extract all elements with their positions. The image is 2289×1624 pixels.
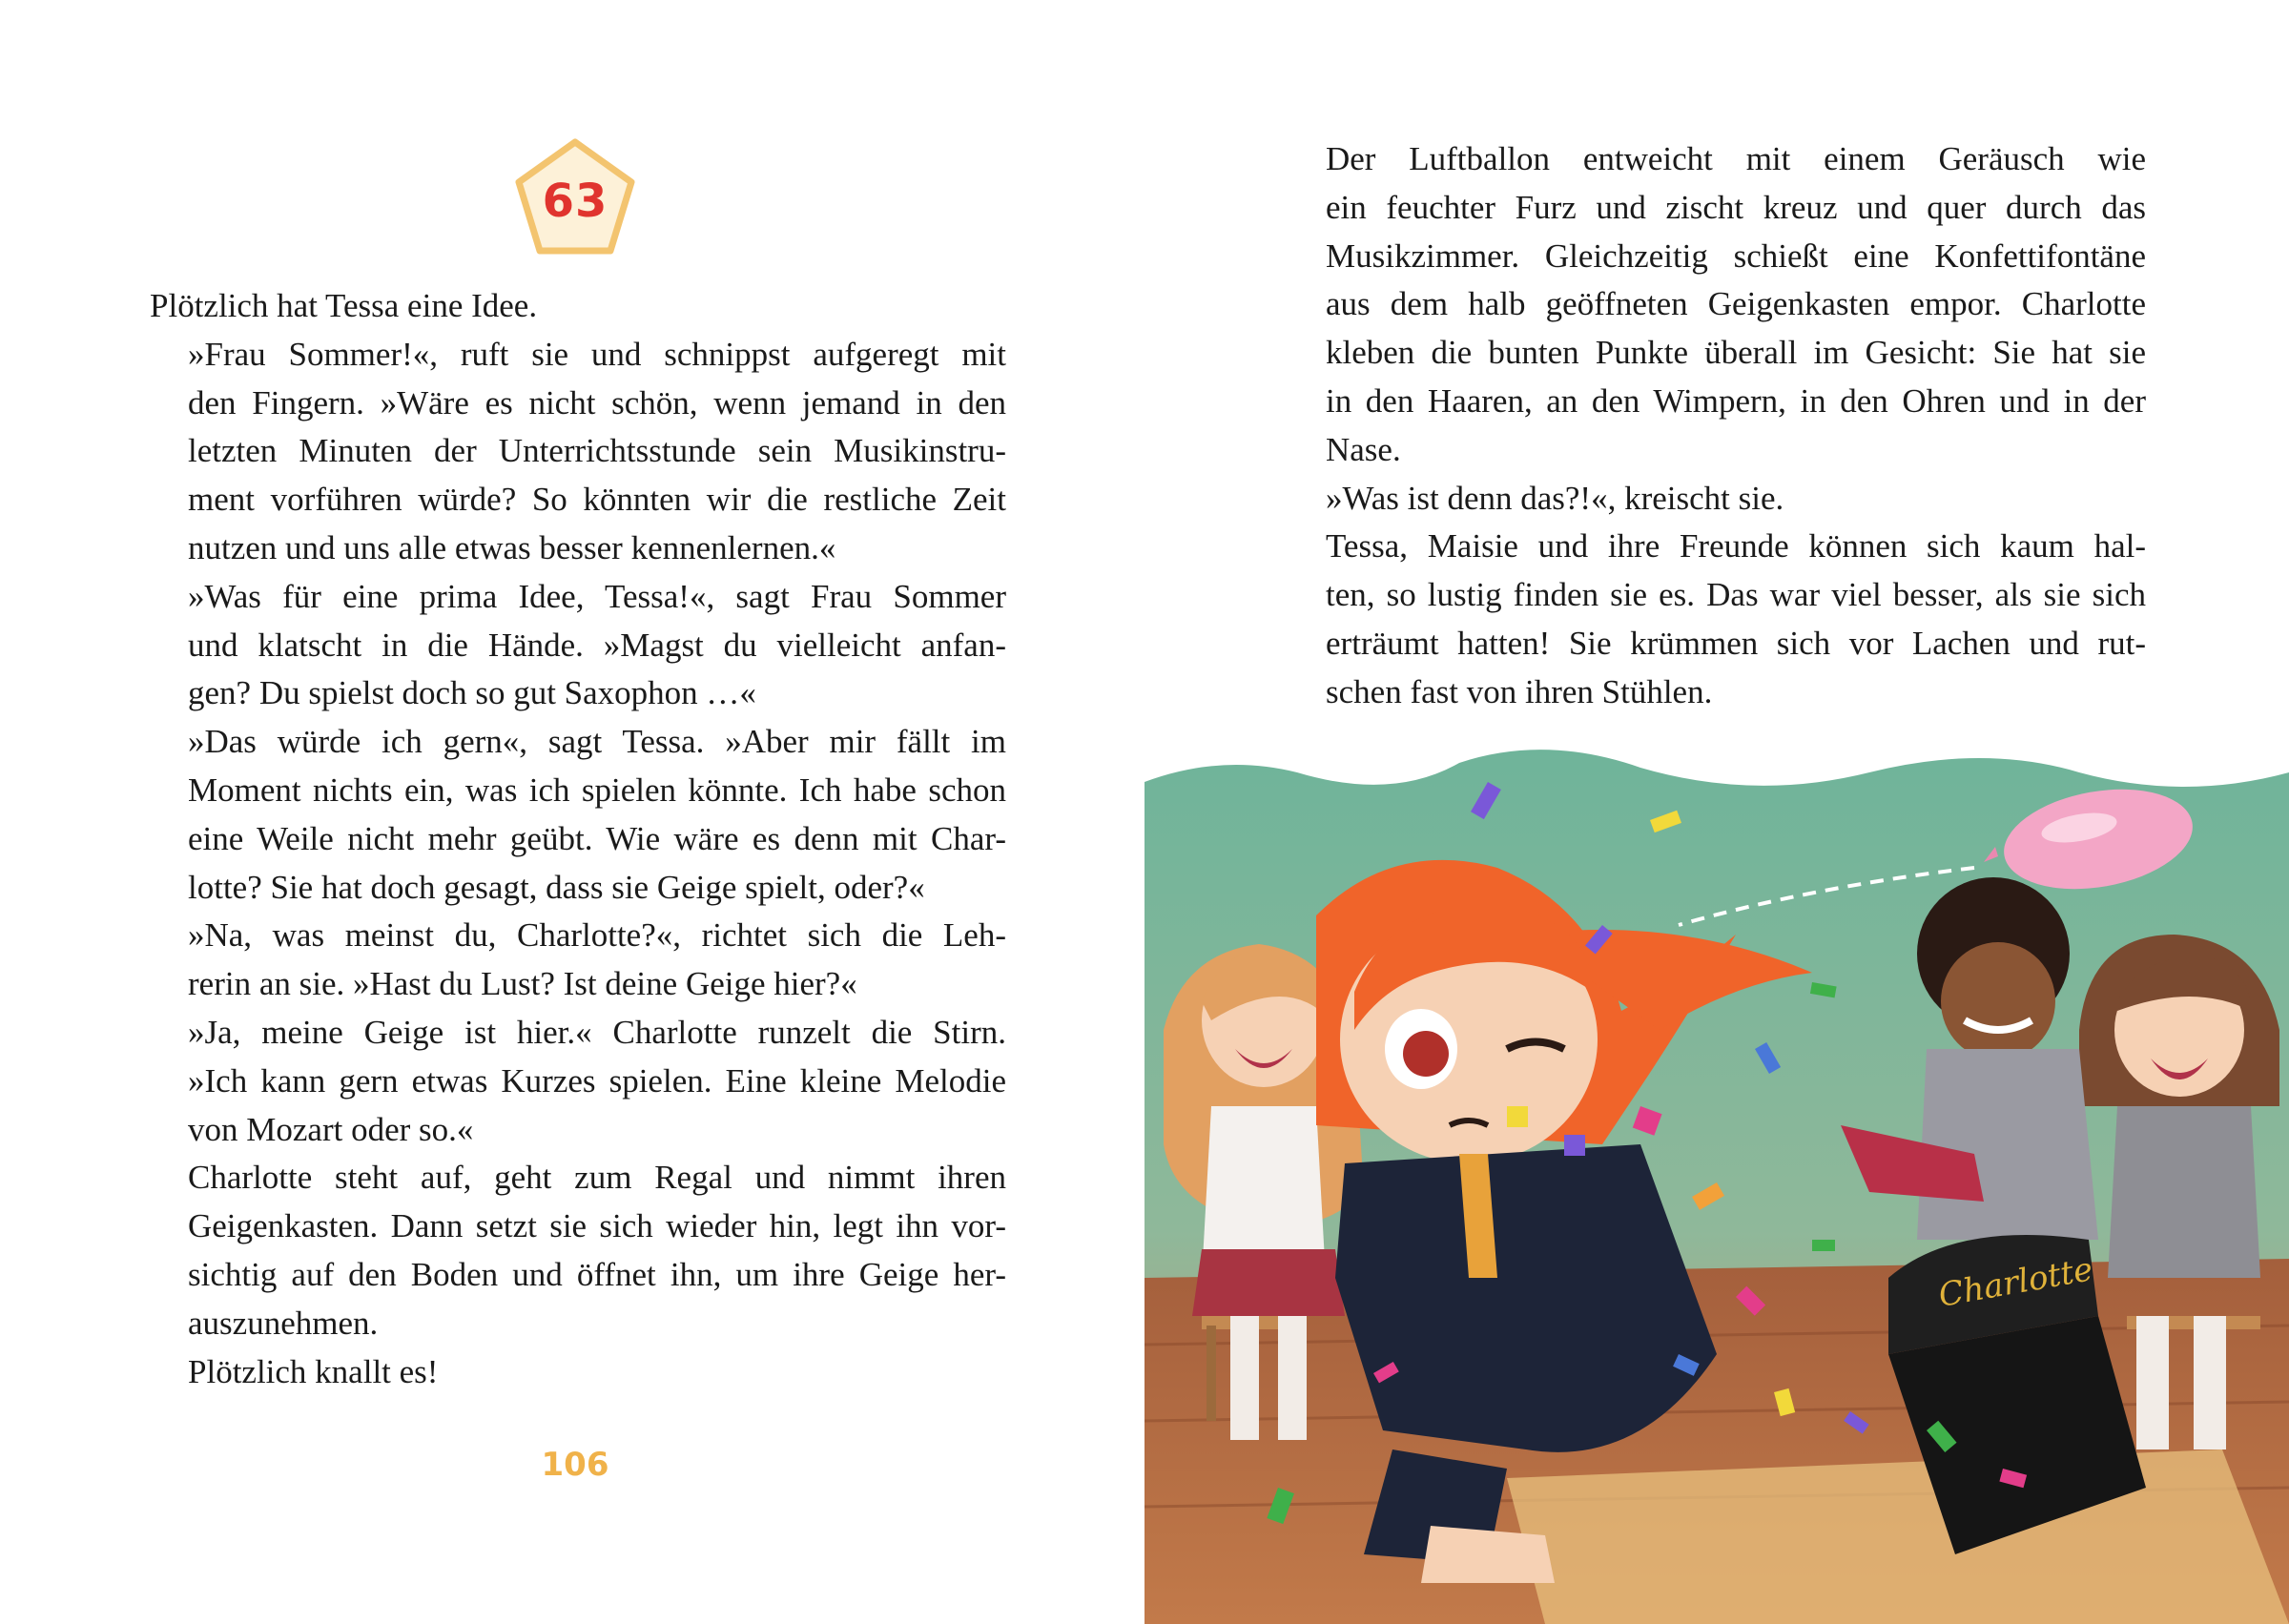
case-lettering: Charlotte [1935,1250,2096,1315]
text-line: gen? Du spielst doch so gut Saxophon …« [188,674,756,712]
classroom-illustration [1144,744,2289,1624]
text-line: ment vorführen würde? So könnten wir die restliche Zeit [188,481,1006,519]
text-line: den Fingern. »Wäre es nicht schön, wenn jemand in den [188,383,1006,421]
text-line: ten, so lustig finden sie es. Das war viel besser, als sie sich [1326,576,2146,614]
text-line: eine Weile nicht mehr geübt. Wie wäre es denn mit Char- [188,819,1006,857]
right-body-text [1288,135,2146,717]
chapter-number: 63 [542,175,608,228]
text-line: »Das würde ich gern«, sagt Tessa. »Aber mir fällt im [188,723,1006,761]
page-number: 106 [541,1446,609,1484]
text-line: Charlotte steht auf, geht zum Regal und nimmt ihren [188,1159,1006,1197]
paragraph [150,1154,1006,1347]
text-line: schen fast von ihren Stühlen. [1326,672,1713,710]
text-line: »Ja, meine Geige ist hier.« Charlotte runzelt die Stirn. [188,1013,1006,1051]
text-line: »Na, was meinst du, Charlotte?«, richtet sich die Leh- [188,916,1006,955]
text-line: lotte? Sie hat doch gesagt, dass sie Geige spielt, oder?« [188,868,925,906]
text-line: Nase. [1326,430,1401,468]
text-line: Plötzlich knallt es! [188,1352,439,1390]
left-page [0,0,1144,1624]
text-line: letzten Minuten der Unterrichtsstunde sein Musikinstru- [188,432,1006,470]
chapter-badge [511,136,639,258]
text-line: Moment nichts ein, was ich spielen könnte. Ich habe schon [188,771,1006,809]
paragraph [150,912,1006,1009]
text-line: erträumt hatten! Sie krümmen sich vor Lachen und rut- [1326,624,2146,662]
paragraph [150,718,1006,912]
text-line: kleben die bunten Punkte überall im Gesicht: Sie hat sie [1326,334,2146,372]
text-line: ein feuchter Furz und zischt kreuz und quer durch das [1326,188,2146,226]
text-line: rerin an sie. »Hast du Lust? Ist deine Geige hier?« [188,965,857,1003]
text-line: Plötzlich hat Tessa eine Idee. [150,287,538,324]
text-line: und klatscht in die Hände. »Magst du vielleicht anfan- [188,626,1006,664]
text-line: Der Luftballon entweicht mit einem Geräusch wie [1326,140,2146,177]
text-line: von Mozart oder so.« [188,1110,474,1148]
paragraph [150,573,1006,718]
floor-rug [1507,1449,2289,1624]
text-line: »Was für eine prima Idee, Tessa!«, sagt Frau Sommer [188,577,1006,615]
paragraph [150,1348,1006,1397]
text-line: aus dem halb geöffneten Geigenkasten empor. Charlotte [1326,285,2146,323]
text-line: »Ich kann gern etwas Kurzes spielen. Eine kleine Melodie [188,1061,1006,1100]
text-line: »Was ist denn das?!«, kreischt sie. [1326,479,1784,517]
paragraph [150,331,1006,573]
text-line: Geigenkasten. Dann setzt sie sich wieder hin, legt ihn vor- [188,1207,1006,1245]
text-line: Musikzimmer. Gleichzeitig schießt eine Konfettifontäne [1326,236,2146,275]
left-body-text [150,282,1006,1396]
paragraph [1288,135,2146,475]
text-line: auszunehmen. [188,1304,379,1342]
text-line: nutzen und uns alle etwas besser kennenlernen.« [188,528,836,566]
text-line: in den Haaren, an den Wimpern, in den Ohren und in der [1326,381,2146,420]
text-line: »Frau Sommer!«, ruft sie und schnippst aufgeregt mit [188,335,1006,373]
text-line: Tessa, Maisie und ihre Freunde können sich kaum hal- [1326,527,2146,565]
text-line: sichtig auf den Boden und öffnet ihn, um ihre Geige her- [188,1255,1006,1293]
paragraph [150,282,1006,331]
paragraph [150,1009,1006,1154]
paragraph [1288,475,2146,524]
paragraph [1288,523,2146,716]
